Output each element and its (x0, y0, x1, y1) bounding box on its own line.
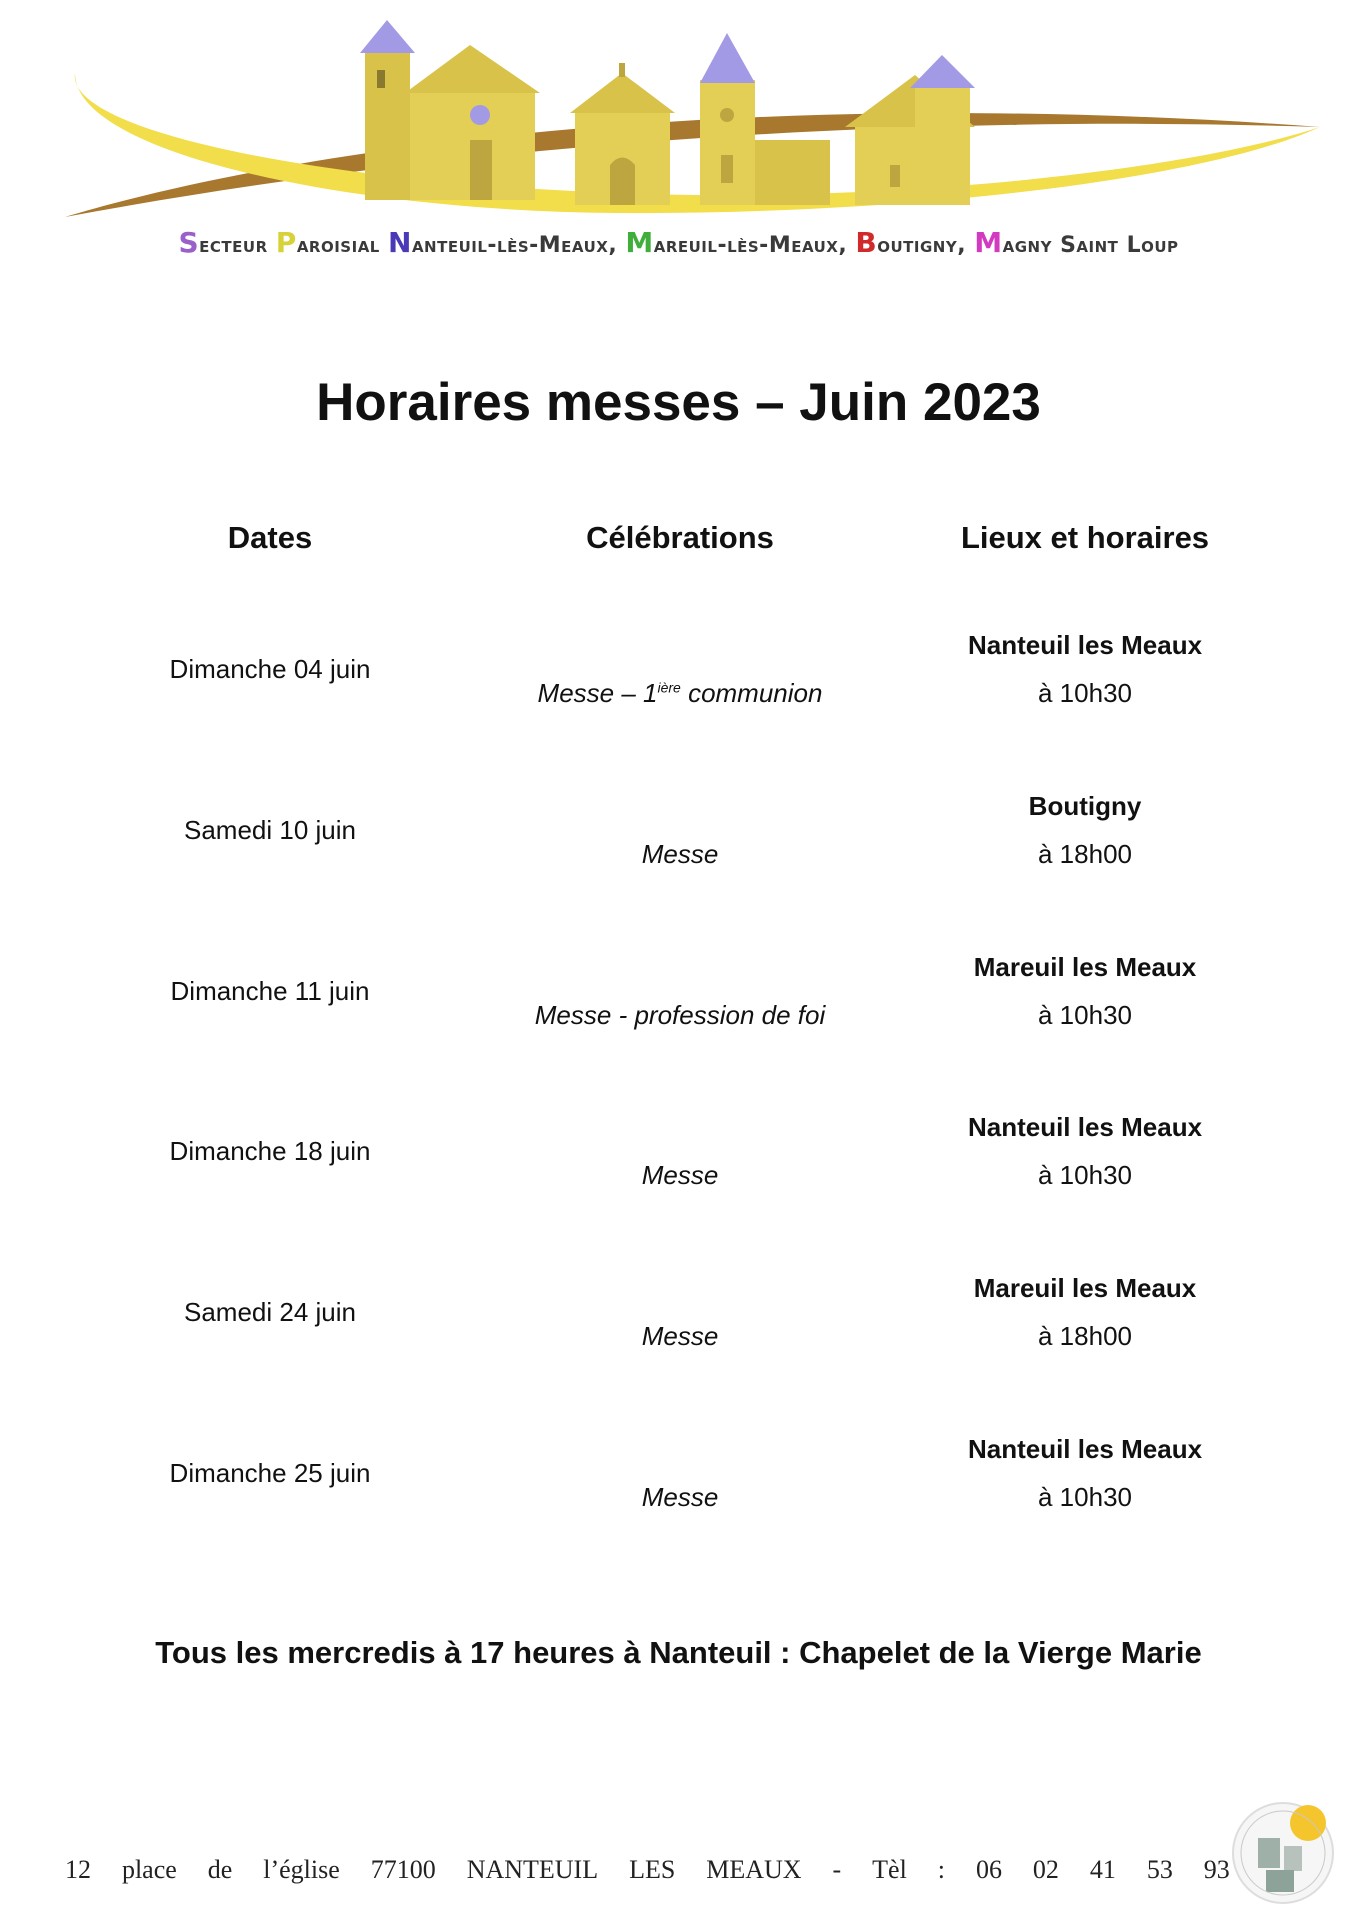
sector-initial-4: M (625, 226, 654, 259)
column-header-dates: Dates (227, 520, 313, 555)
column-header-celebrations: Célébrations (586, 520, 774, 555)
row-place: Nanteuil les Meaux (967, 1434, 1203, 1464)
row-date: Dimanche 04 juin (169, 654, 371, 684)
sector-title (0, 226, 1357, 259)
parish-seal-icon (1228, 1798, 1338, 1908)
row-time: à 10h30 (1038, 1482, 1132, 1512)
row-celebration: Messe – $1^{ière}$ communion (537, 678, 823, 708)
sector-initial-5: B (855, 226, 878, 259)
row-celebration: Messe (641, 1160, 719, 1190)
row-place: Boutigny (1028, 791, 1142, 821)
row-date: Dimanche 18 juin (169, 1136, 371, 1166)
sector-initial-2: P (275, 226, 297, 259)
sector-initial-1: S (178, 226, 200, 259)
row-celebration: Messe (641, 1321, 719, 1351)
chapelet-note: Tous les mercredis à 17 heures à Nanteuil : Chapelet de la Vierge Marie (155, 1635, 1202, 1670)
row-celebration: Messe (641, 1482, 719, 1512)
row-place: Mareuil les Meaux (973, 1273, 1197, 1303)
church-1-icon (360, 20, 540, 200)
page-title: Horaires messes – Juin 2023 (316, 373, 1041, 432)
row-celebration: Messe (641, 839, 719, 869)
row-place: Nanteuil les Meaux (967, 630, 1203, 660)
church-2-icon (570, 63, 675, 205)
row-place: Mareuil les Meaux (973, 952, 1197, 982)
schedule-row (0, 1424, 1357, 1584)
schedule-row (0, 942, 1357, 1102)
row-place: Nanteuil les Meaux (967, 1112, 1203, 1142)
sector-part-5: Boutigny, (855, 226, 975, 259)
sector-part-4: Mareuil-lès-Meaux, (625, 226, 856, 259)
church-4-icon (845, 55, 975, 205)
row-time: à 10h30 (1038, 678, 1132, 708)
row-date: Samedi 24 juin (184, 1297, 356, 1327)
schedule-row (0, 1102, 1357, 1262)
column-header-places: Lieux et horaires (960, 520, 1210, 555)
row-date: Dimanche 25 juin (169, 1458, 371, 1488)
schedule-row (0, 781, 1357, 941)
row-celebration: Messe - profession de foi (534, 1000, 826, 1030)
schedule-row (0, 1263, 1357, 1423)
row-date: Samedi 10 juin (184, 815, 356, 845)
row-time: à 18h00 (1038, 839, 1132, 869)
row-date: Dimanche 11 juin (170, 976, 370, 1006)
sector-part-1: Secteur (178, 226, 276, 259)
sector-part-3: Nanteuil-lès-Meaux, (388, 226, 626, 259)
row-time: à 10h30 (1038, 1000, 1132, 1030)
sector-part-2: Paroisial (275, 226, 389, 259)
sector-part-6: Magny Saint Loup (974, 226, 1179, 259)
sector-initial-3: N (388, 226, 412, 259)
row-time: à 10h30 (1038, 1160, 1132, 1190)
footer-address: 12 place de l’église 77100 NANTEUIL LES MEAUX - Tèl : 06 02 41 53 93 (65, 1855, 1230, 1884)
parish-logo (55, 15, 1325, 235)
schedule-row (0, 620, 1357, 780)
row-time: à 18h00 (1038, 1321, 1132, 1351)
sector-initial-6: M (974, 226, 1003, 259)
